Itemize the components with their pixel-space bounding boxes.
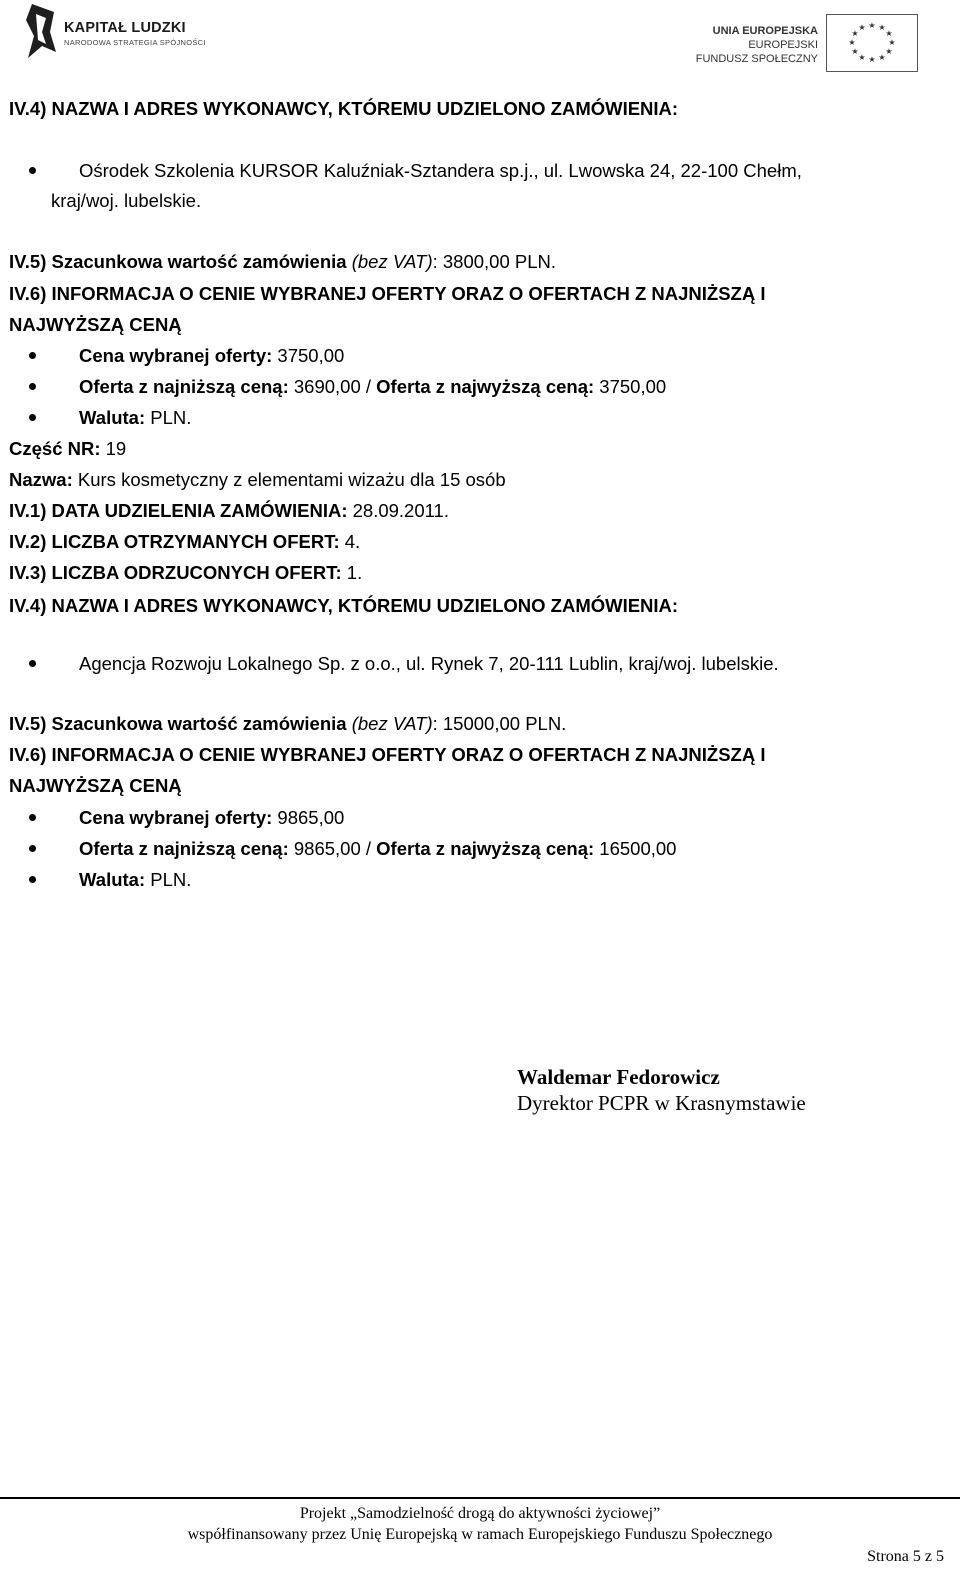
kapital-ludzki-title: KAPITAŁ LUDZKI — [64, 20, 186, 36]
signature-name: Waldemar Fedorowicz — [517, 1065, 720, 1089]
bullet — [29, 383, 36, 390]
section2-iv6-line2: NAJWYŻSZĄ CENĄ — [9, 775, 182, 796]
bullet — [29, 814, 36, 821]
section2-contractor: Agencja Rozwoju Lokalnego Sp. z o.o., ul. Rynek 7, 20-111 Lublin, kraj/woj. lubelskie. — [79, 653, 779, 674]
kapital-ludzki-logo-mark — [24, 2, 58, 60]
section1-currency: Waluta: PLN. — [79, 407, 192, 428]
svg-text:★: ★ — [851, 29, 859, 38]
svg-text:★: ★ — [868, 55, 876, 64]
eu-logo-line2: EUROPEJSKI — [748, 39, 818, 51]
signature-title: Dyrektor PCPR w Krasnymstawie — [517, 1091, 806, 1115]
bullet — [29, 352, 36, 359]
svg-text:★: ★ — [858, 53, 866, 62]
eu-flag-icon — [826, 14, 918, 72]
section1-price-selected: Cena wybranej oferty: 3750,00 — [79, 345, 345, 366]
section1-contractor-line2: kraj/woj. lubelskie. — [51, 190, 202, 211]
kapital-ludzki-subtitle: NARODOWA STRATEGIA SPÓJNOŚCI — [64, 38, 206, 47]
section2-iv2: IV.2) LICZBA OTRZYMANYCH OFERT: 4. — [9, 531, 361, 552]
svg-text:★: ★ — [888, 38, 896, 47]
bullet — [29, 167, 36, 174]
section2-iv1: IV.1) DATA UDZIELENIA ZAMÓWIENIA: 28.09.2011. — [9, 500, 449, 521]
section2-price-range: Oferta z najniższą ceną: 9865,00 / Oferta z najwyższą ceną: 16500,00 — [79, 838, 677, 859]
footer-funding-line: współfinansowany przez Unię Europejską w ramach Europejskiego Funduszu Społecznego — [187, 1526, 773, 1543]
section2-currency: Waluta: PLN. — [79, 869, 192, 890]
svg-text:★: ★ — [885, 29, 893, 38]
svg-text:★: ★ — [868, 21, 876, 30]
eu-logo-line3: FUNDUSZ SPOŁECZNY — [695, 53, 818, 65]
svg-text:★: ★ — [848, 38, 856, 47]
section2-part-number: Część NR: 19 — [9, 438, 127, 459]
section1-iv4-heading: IV.4) NAZWA I ADRES WYKONAWCY, KTÓREMU UDZIELONO ZAMÓWIENIA: — [9, 98, 679, 119]
bullet — [29, 845, 36, 852]
eu-logo-line1: UNIA EUROPEJSKA — [712, 25, 818, 37]
section2-iv3: IV.3) LICZBA ODRZUCONYCH OFERT: 1. — [9, 562, 363, 583]
section2-price-selected: Cena wybranej oferty: 9865,00 — [79, 807, 345, 828]
footer-divider — [0, 1497, 960, 1499]
svg-text:★: ★ — [878, 23, 886, 32]
section1-iv6-line2: NAJWYŻSZĄ CENĄ — [9, 314, 182, 335]
bullet — [29, 414, 36, 421]
bullet — [29, 876, 36, 883]
section2-name: Nazwa: Kurs kosmetyczny z elementami wizażu dla 15 osób — [9, 469, 506, 490]
section1-iv6-line1: IV.6) INFORMACJA O CENIE WYBRANEJ OFERTY ORAZ O OFERTACH Z NAJNIŻSZĄ I — [9, 283, 766, 304]
svg-text:★: ★ — [858, 23, 866, 32]
eu-logo-text — [694, 24, 818, 66]
bullet — [29, 660, 36, 667]
section1-iv5: IV.5) Szacunkowa wartość zamówienia (bez VAT): 3800,00 PLN. — [9, 251, 557, 272]
section1-price-range: Oferta z najniższą ceną: 3690,00 / Oferta z najwyższą ceną: 3750,00 — [79, 376, 667, 397]
svg-text:★: ★ — [878, 53, 886, 62]
footer-page-number: Strona 5 z 5 — [867, 1548, 944, 1565]
footer-project-line: Projekt „Samodzielność drogą do aktywności życiowej” — [299, 1505, 661, 1522]
section1-contractor-line1: Ośrodek Szkolenia KURSOR Kaluźniak-Sztandera sp.j., ul. Lwowska 24, 22-100 Chełm, — [79, 160, 802, 181]
svg-text:★: ★ — [885, 47, 893, 56]
svg-text:★: ★ — [851, 47, 859, 56]
section2-iv6-line1: IV.6) INFORMACJA O CENIE WYBRANEJ OFERTY ORAZ O OFERTACH Z NAJNIŻSZĄ I — [9, 744, 766, 765]
section2-iv5: IV.5) Szacunkowa wartość zamówienia (bez VAT): 15000,00 PLN. — [9, 713, 567, 734]
section2-iv4-heading: IV.4) NAZWA I ADRES WYKONAWCY, KTÓREMU UDZIELONO ZAMÓWIENIA: — [9, 595, 679, 616]
